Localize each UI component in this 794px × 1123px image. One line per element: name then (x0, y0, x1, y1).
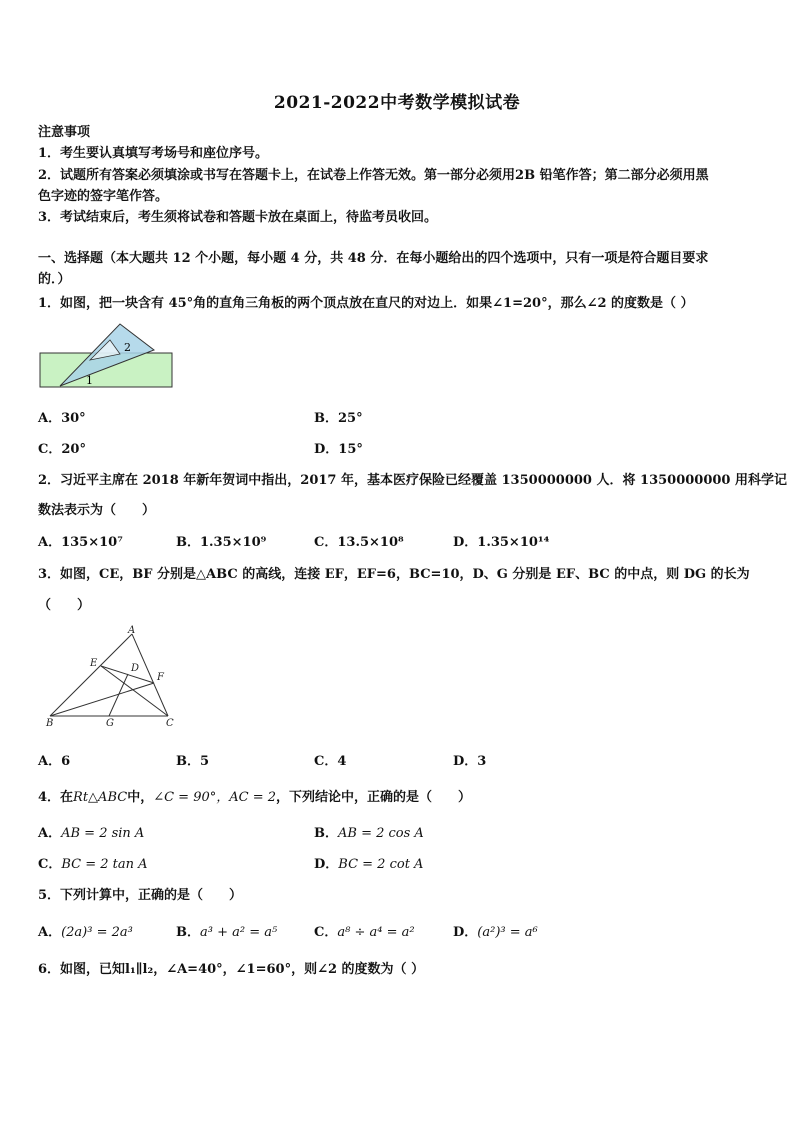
q3-stem-cont: （ ） (38, 598, 91, 613)
q5-option-d[interactable] (453, 921, 538, 940)
option-expression: AB = 2 sin A (61, 826, 145, 841)
option-expression: BC = 2 cot A (338, 857, 424, 872)
q4-stem-mid: 中， (127, 790, 154, 805)
point-d-label: D (131, 663, 140, 674)
q4-stem-pre: 4．在 (38, 790, 74, 805)
q2-option-d[interactable]: D．1.35×10¹⁴ (453, 535, 550, 550)
q1-option-b[interactable]: B．25° (314, 411, 363, 426)
q2-option-a[interactable]: A．135×10⁷ (38, 535, 123, 550)
q4-option-d[interactable] (314, 853, 423, 872)
q4-stem-condition: ∠C = 90°，AC = 2 (153, 790, 277, 805)
option-prefix: C． (38, 857, 62, 872)
q2-option-c[interactable]: C．13.5×10⁸ (314, 535, 404, 550)
q1-option-d[interactable]: D．15° (314, 442, 363, 457)
point-e-label: E (90, 658, 98, 669)
notice-item: 3．考试结束后，考生须将试卷和答题卡放在桌面上，待监考员收回。 (38, 210, 438, 225)
q3-option-c[interactable]: C．4 (314, 754, 347, 769)
option-prefix: A． (38, 925, 62, 940)
option-expression: a⁸ ÷ a⁴ = a² (337, 925, 415, 940)
q1-option-c[interactable]: C．20° (38, 442, 86, 457)
q1-option-a[interactable]: A．30° (38, 411, 86, 426)
q5-stem: 5．下列计算中，正确的是（ ） (38, 888, 243, 903)
q2-option-b[interactable]: B．1.35×10⁹ (176, 535, 267, 550)
option-expression: BC = 2 tan A (61, 857, 148, 872)
q4-stem-triangle: Rt△ABC (73, 790, 128, 805)
point-c-label: C (166, 718, 174, 728)
point-b-label: B (46, 718, 54, 728)
q3-option-b[interactable]: B．5 (176, 754, 210, 769)
q2-stem: 2．习近平主席在 2018 年新年贺词中指出，2017 年，基本医疗保险已经覆盖 1350000000 人．将 1350000000 用科学记 (38, 473, 787, 488)
option-prefix: D． (453, 925, 478, 940)
q4-option-c[interactable] (38, 853, 148, 872)
option-prefix: D． (314, 857, 339, 872)
q4-stem-post: ，下列结论中，正确的是（ ） (276, 790, 472, 805)
point-g-label: G (106, 718, 114, 728)
q4-option-b[interactable] (314, 822, 424, 841)
q4-stem (38, 786, 471, 805)
q3-option-d[interactable]: D．3 (453, 754, 487, 769)
q4-option-a[interactable] (38, 822, 144, 841)
q5-option-c[interactable] (314, 921, 415, 940)
exam-title: 2021-2022中考数学模拟试卷 (273, 93, 521, 113)
option-expression: a³ + a² = a⁵ (200, 925, 278, 940)
section-heading-cont: 的．） (38, 272, 71, 287)
q5-option-b[interactable] (176, 921, 277, 940)
q3-stem: 3．如图，CE，BF 分别是△ABC 的高线，连接 EF，EF=6，BC=10，D、G 分别是 EF、BC 的中点，则 DG 的长为 (38, 567, 750, 582)
section-heading: 一、选择题（本大题共 12 个小题，每小题 4 分，共 48 分．在每小题给出的四个选项中，只有一项是符合题目要求 (38, 251, 709, 266)
notice-item: 1．考生要认真填写考场号和座位序号。 (38, 146, 269, 161)
q3-option-a[interactable]: A．6 (38, 754, 71, 769)
angle-2-label: 2 (124, 341, 131, 354)
option-expression: (2a)³ = 2a³ (61, 925, 133, 940)
q3-figure (40, 624, 180, 728)
q1-stem: 1．如图，把一块含有 45°角的直角三角板的两个顶点放在直尺的对边上．如果∠1=20°，那么∠2 的度数是（ ） (38, 296, 694, 311)
q6-stem: 6．如图，已知l₁∥l₂，∠A=40°，∠1=60°，则∠2 的度数为（ ） (38, 962, 425, 977)
notice-item: 色字迹的签字笔作答。 (38, 189, 169, 204)
q2-stem-cont: 数法表示为（ ） (38, 503, 156, 518)
option-prefix: B． (314, 826, 338, 841)
notice-item: 2．试题所有答案必须填涂或书写在答题卡上，在试卷上作答无效。第一部分必须用2B 铅笔作答；第二部分必须用黑 (38, 168, 709, 183)
point-f-label: F (157, 672, 164, 683)
option-prefix: B． (176, 925, 200, 940)
option-expression: AB = 2 cos A (338, 826, 424, 841)
option-prefix: C． (314, 925, 338, 940)
notice-heading: 注意事项 (38, 125, 91, 140)
q5-option-a[interactable] (38, 921, 133, 940)
option-prefix: A． (38, 826, 62, 841)
angle-1-label: 1 (86, 374, 93, 387)
q1-figure (36, 320, 178, 392)
point-a-label: A (128, 625, 136, 636)
option-expression: (a²)³ = a⁶ (477, 925, 538, 940)
